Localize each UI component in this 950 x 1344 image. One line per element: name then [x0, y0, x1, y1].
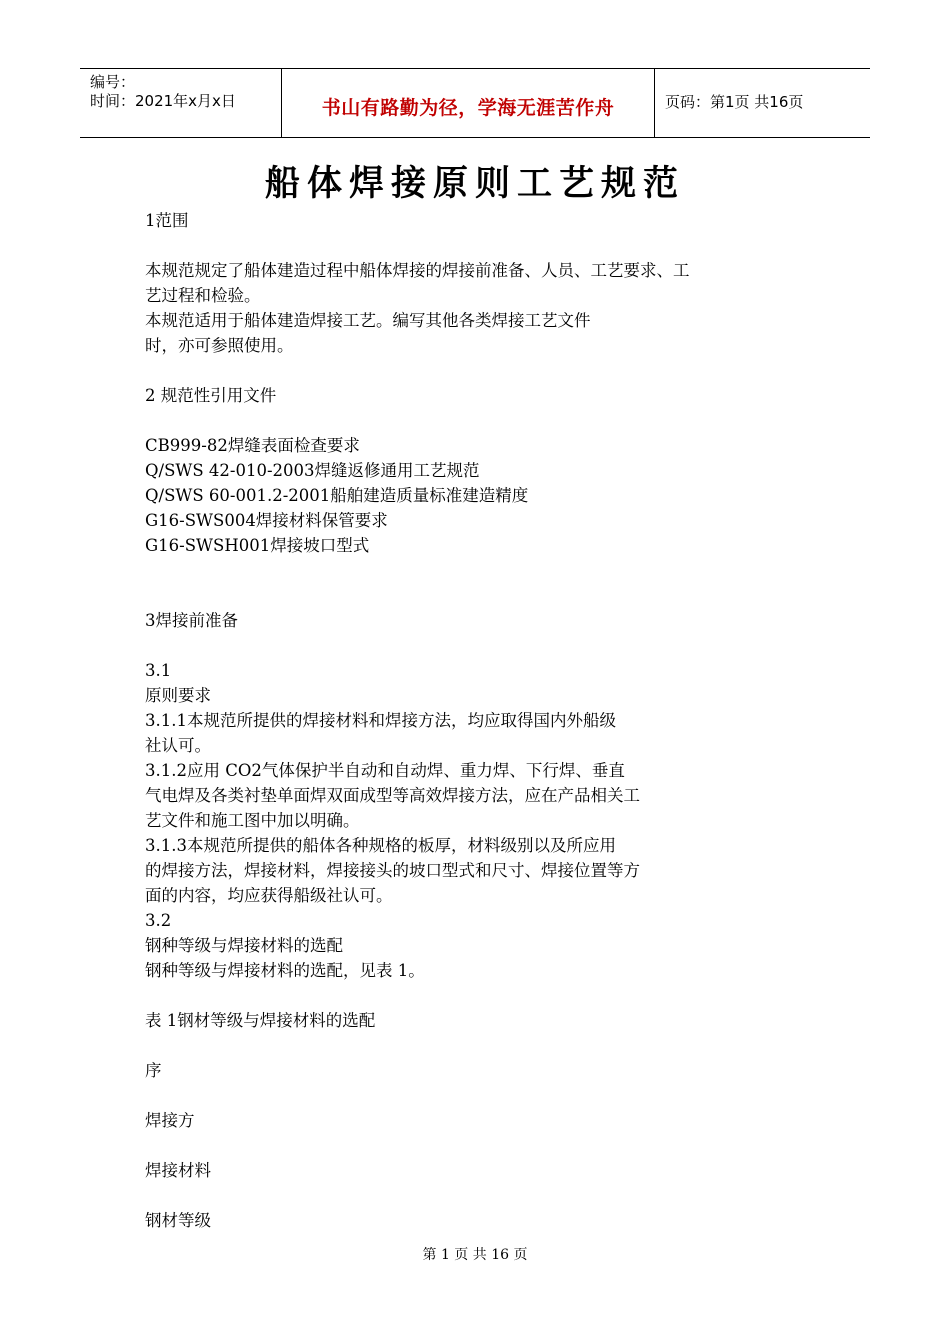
document-body	[145, 208, 805, 1233]
page-footer: 第 1 页 共 16 页	[422, 1247, 528, 1263]
header-page-info: 页码：第1页 共16页	[665, 93, 804, 111]
paragraph-line: 本规范适用于船体建造焊接工艺。编写其他各类焊接工艺文件	[145, 311, 591, 330]
document-date: 时间：2021年x月x日	[90, 92, 236, 110]
paragraph-line: 3.1.3本规范所提供的船体各种规格的板厚，材料级别以及所应用	[145, 836, 616, 855]
reference-item: G16-SWSH001焊接坡口型式	[145, 536, 370, 555]
table-header-cell: 序	[145, 1061, 162, 1080]
paragraph-line: 3.1.2应用 CO2气体保护半自动和自动焊、重力焊、下行焊、垂直	[145, 761, 625, 780]
document-title: 船体焊接原则工艺规范	[264, 163, 685, 204]
section-2-heading: 2 规范性引用文件	[145, 386, 277, 405]
paragraph-line: 气电焊及各类衬垫单面焊双面成型等高效焊接方法，应在产品相关工	[145, 786, 640, 805]
subsection-number: 3.2	[145, 911, 172, 930]
reference-item: G16-SWS004焊接材料保管要求	[145, 511, 388, 530]
paragraph-line: 时，亦可参照使用。	[145, 336, 294, 355]
paragraph-line: 钢种等级与焊接材料的选配，见表 1。	[145, 961, 425, 980]
subsection-title: 原则要求	[145, 686, 211, 705]
paragraph-line: 面的内容，均应获得船级社认可。	[145, 886, 393, 905]
paragraph-line: 3.1.1本规范所提供的焊接材料和焊接方法，均应取得国内外船级	[145, 711, 616, 730]
paragraph-line: 的焊接方法，焊接材料，焊接接头的坡口型式和尺寸、焊接位置等方	[145, 861, 640, 880]
reference-item: Q/SWS 42-010-2003焊缝返修通用工艺规范	[145, 461, 480, 480]
paragraph-line: 艺过程和检验。	[145, 286, 261, 305]
header-info-cell	[80, 69, 282, 137]
table-header-cell: 钢材等级	[145, 1211, 211, 1230]
document-number-label: 编号：	[90, 73, 136, 91]
table-caption: 表 1钢材等级与焊接材料的选配	[145, 1011, 376, 1030]
subsection-number: 3.1	[145, 661, 172, 680]
section-3-heading: 3焊接前准备	[145, 611, 238, 630]
paragraph-line: 本规范规定了船体建造过程中船体焊接的焊接前准备、人员、工艺要求、工	[145, 261, 690, 280]
table-header-cell: 焊接方	[145, 1111, 195, 1130]
section-1-heading: 1范围	[145, 211, 189, 230]
paragraph-line: 艺文件和施工图中加以明确。	[145, 811, 360, 830]
subsection-title: 钢种等级与焊接材料的选配	[145, 936, 343, 955]
table-header-cell: 焊接材料	[145, 1161, 211, 1180]
page-header	[80, 68, 870, 138]
reference-item: CB999-82焊缝表面检查要求	[145, 436, 360, 455]
header-motto: 书山有路勤为径，学海无涯苦作舟	[321, 97, 615, 119]
reference-item: Q/SWS 60-001.2-2001船舶建造质量标准建造精度	[145, 486, 529, 505]
header-page-cell	[655, 69, 870, 137]
header-motto-cell	[282, 69, 655, 137]
paragraph-line: 社认可。	[145, 736, 211, 755]
